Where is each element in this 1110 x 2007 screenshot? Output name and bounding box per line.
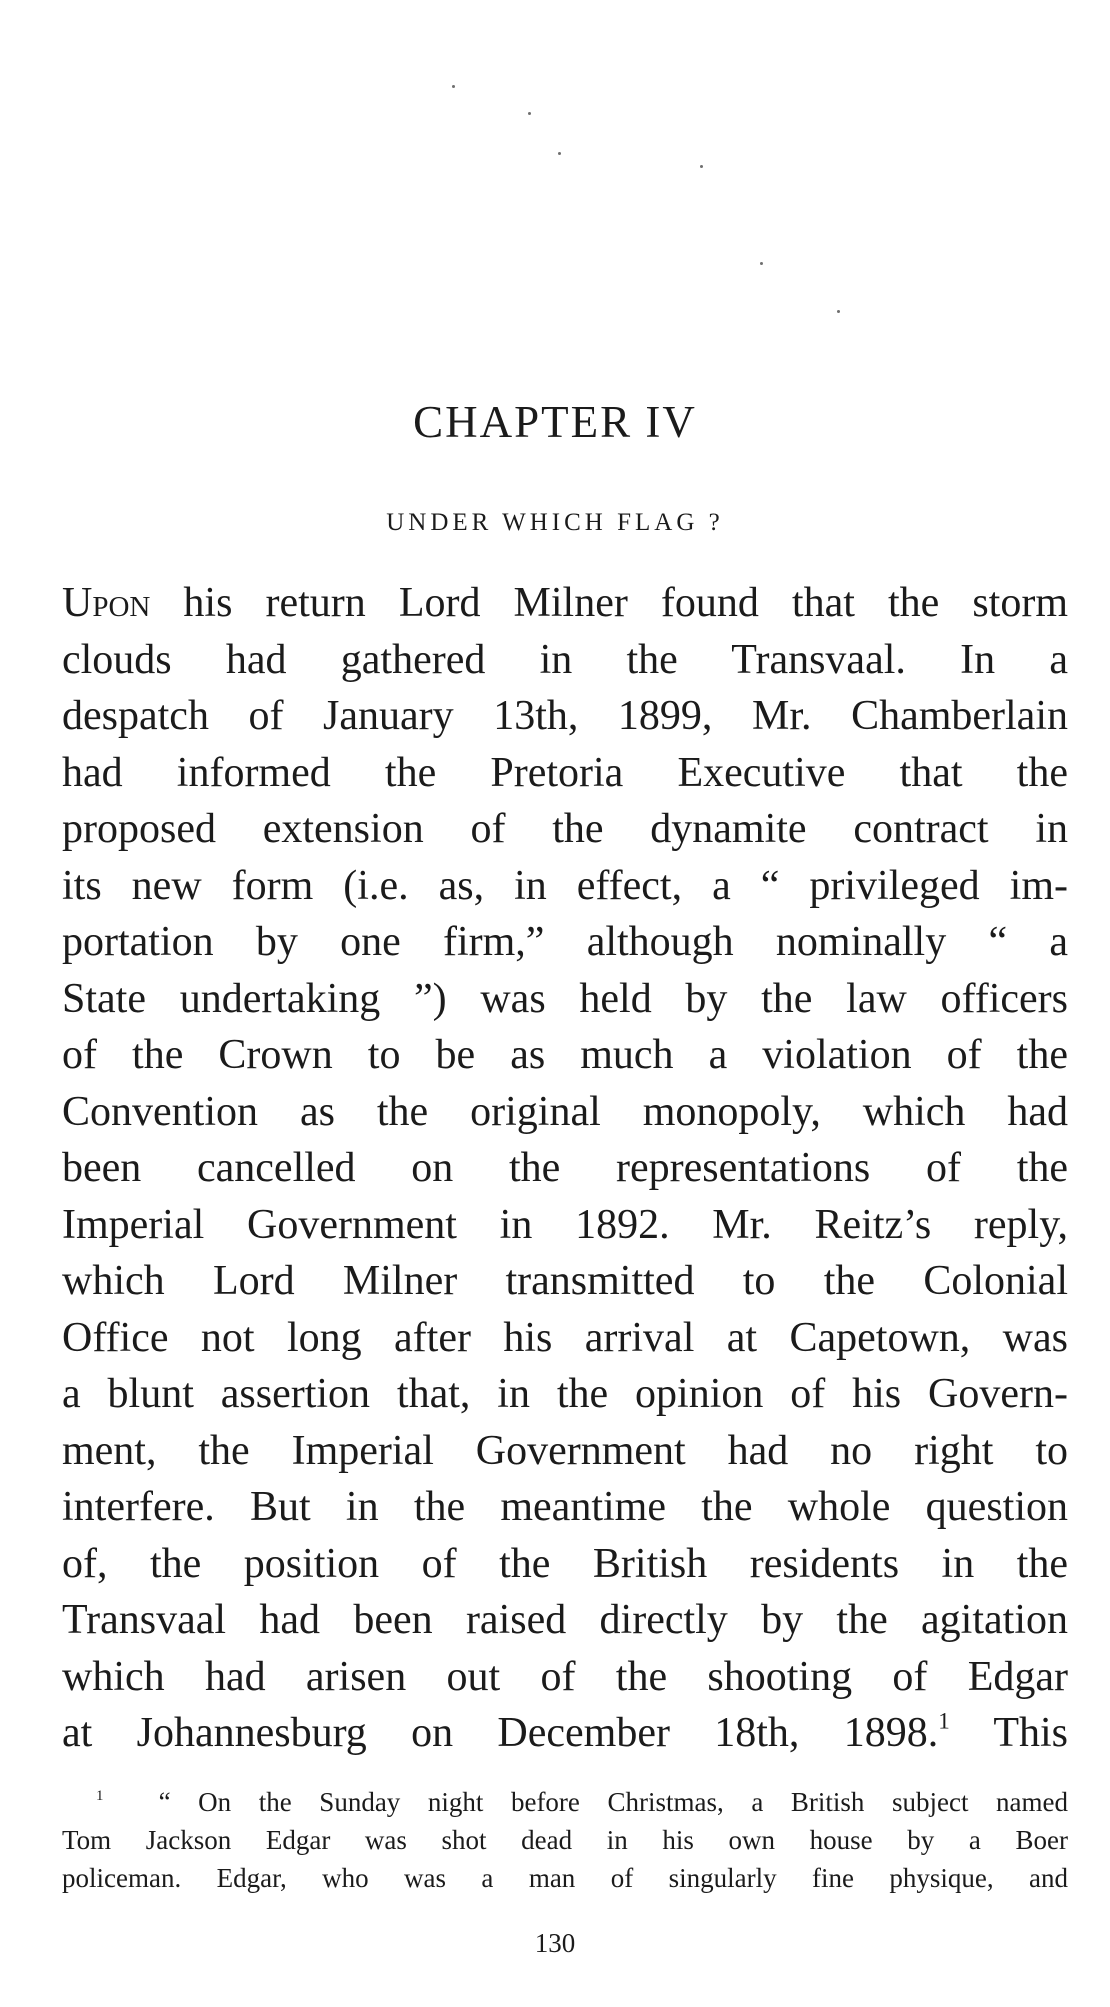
text-line: despatch of January 13th, 1899, Mr. Chamberlain bbox=[62, 693, 1068, 739]
text-line: Transvaal had been raised directly by the agitation bbox=[62, 1597, 1068, 1643]
footnote-line: policeman. Edgar, who was a man of singularly fine physique, and bbox=[62, 1863, 1068, 1893]
text-line: of the Crown to be as much a violation of the bbox=[62, 1032, 1068, 1078]
text-line: interfere. But in the meantime the whole question bbox=[62, 1484, 1068, 1530]
footnote-line bbox=[62, 1783, 1068, 1821]
opening-smallcaps: Upon bbox=[62, 580, 151, 626]
page-number: 130 bbox=[534, 1928, 576, 1958]
footnote-marker: 1 bbox=[96, 1787, 104, 1804]
scan-speck bbox=[760, 262, 763, 265]
scan-speck bbox=[700, 165, 703, 168]
text-line: Imperial Government in 1892. Mr. Reitz’s reply, bbox=[62, 1201, 1068, 1248]
text-line: had informed the Pretoria Executive that the bbox=[62, 749, 1068, 796]
scan-speck bbox=[452, 85, 455, 88]
scan-speck bbox=[558, 152, 561, 155]
text-line: its new form (i.e. as, in effect, a “ privileged im- bbox=[62, 862, 1068, 909]
text-line-content: at Johannesburg on December 18th, 1898. bbox=[62, 1710, 939, 1756]
text-line: which had arisen out of the shooting of Edgar bbox=[62, 1653, 1068, 1700]
chapter-subtitle: UNDER WHICH FLAG ? bbox=[386, 509, 724, 536]
text-line: clouds had gathered in the Transvaal. In a bbox=[62, 636, 1068, 683]
text-line-content: his return Lord Milner found that the storm bbox=[150, 580, 1068, 626]
body-text bbox=[62, 575, 1068, 1762]
footnote-reference: 1 bbox=[938, 1707, 950, 1734]
footnote bbox=[62, 1783, 1068, 1897]
text-line bbox=[62, 1705, 1068, 1762]
text-line bbox=[62, 575, 1068, 632]
text-line: a blunt assertion that, in the opinion of his Govern- bbox=[62, 1371, 1068, 1417]
text-line: ment, the Imperial Government had no right to bbox=[62, 1427, 1068, 1474]
scan-speck bbox=[837, 310, 840, 313]
text-line: proposed extension of the dynamite contract in bbox=[62, 806, 1068, 852]
text-line-content: This bbox=[949, 1710, 1068, 1756]
text-line: which Lord Milner transmitted to the Colonial bbox=[62, 1258, 1068, 1304]
footnote-line: Tom Jackson Edgar was shot dead in his own house by a Boer bbox=[62, 1825, 1068, 1855]
text-line: Office not long after his arrival at Capetown, was bbox=[62, 1314, 1068, 1361]
scan-speck bbox=[528, 112, 531, 115]
chapter-title: CHAPTER IV bbox=[413, 397, 697, 447]
text-line: portation by one firm,” although nominally “ a bbox=[62, 919, 1068, 965]
footnote-line-content: “ On the Sunday night before Christmas, a British subject named bbox=[158, 1787, 1069, 1817]
text-line: State undertaking ”) was held by the law officers bbox=[62, 975, 1068, 1022]
text-line: of, the position of the British residents in the bbox=[62, 1540, 1068, 1587]
text-line: been cancelled on the representations of the bbox=[62, 1145, 1068, 1191]
text-line: Convention as the original monopoly, which had bbox=[62, 1088, 1068, 1135]
